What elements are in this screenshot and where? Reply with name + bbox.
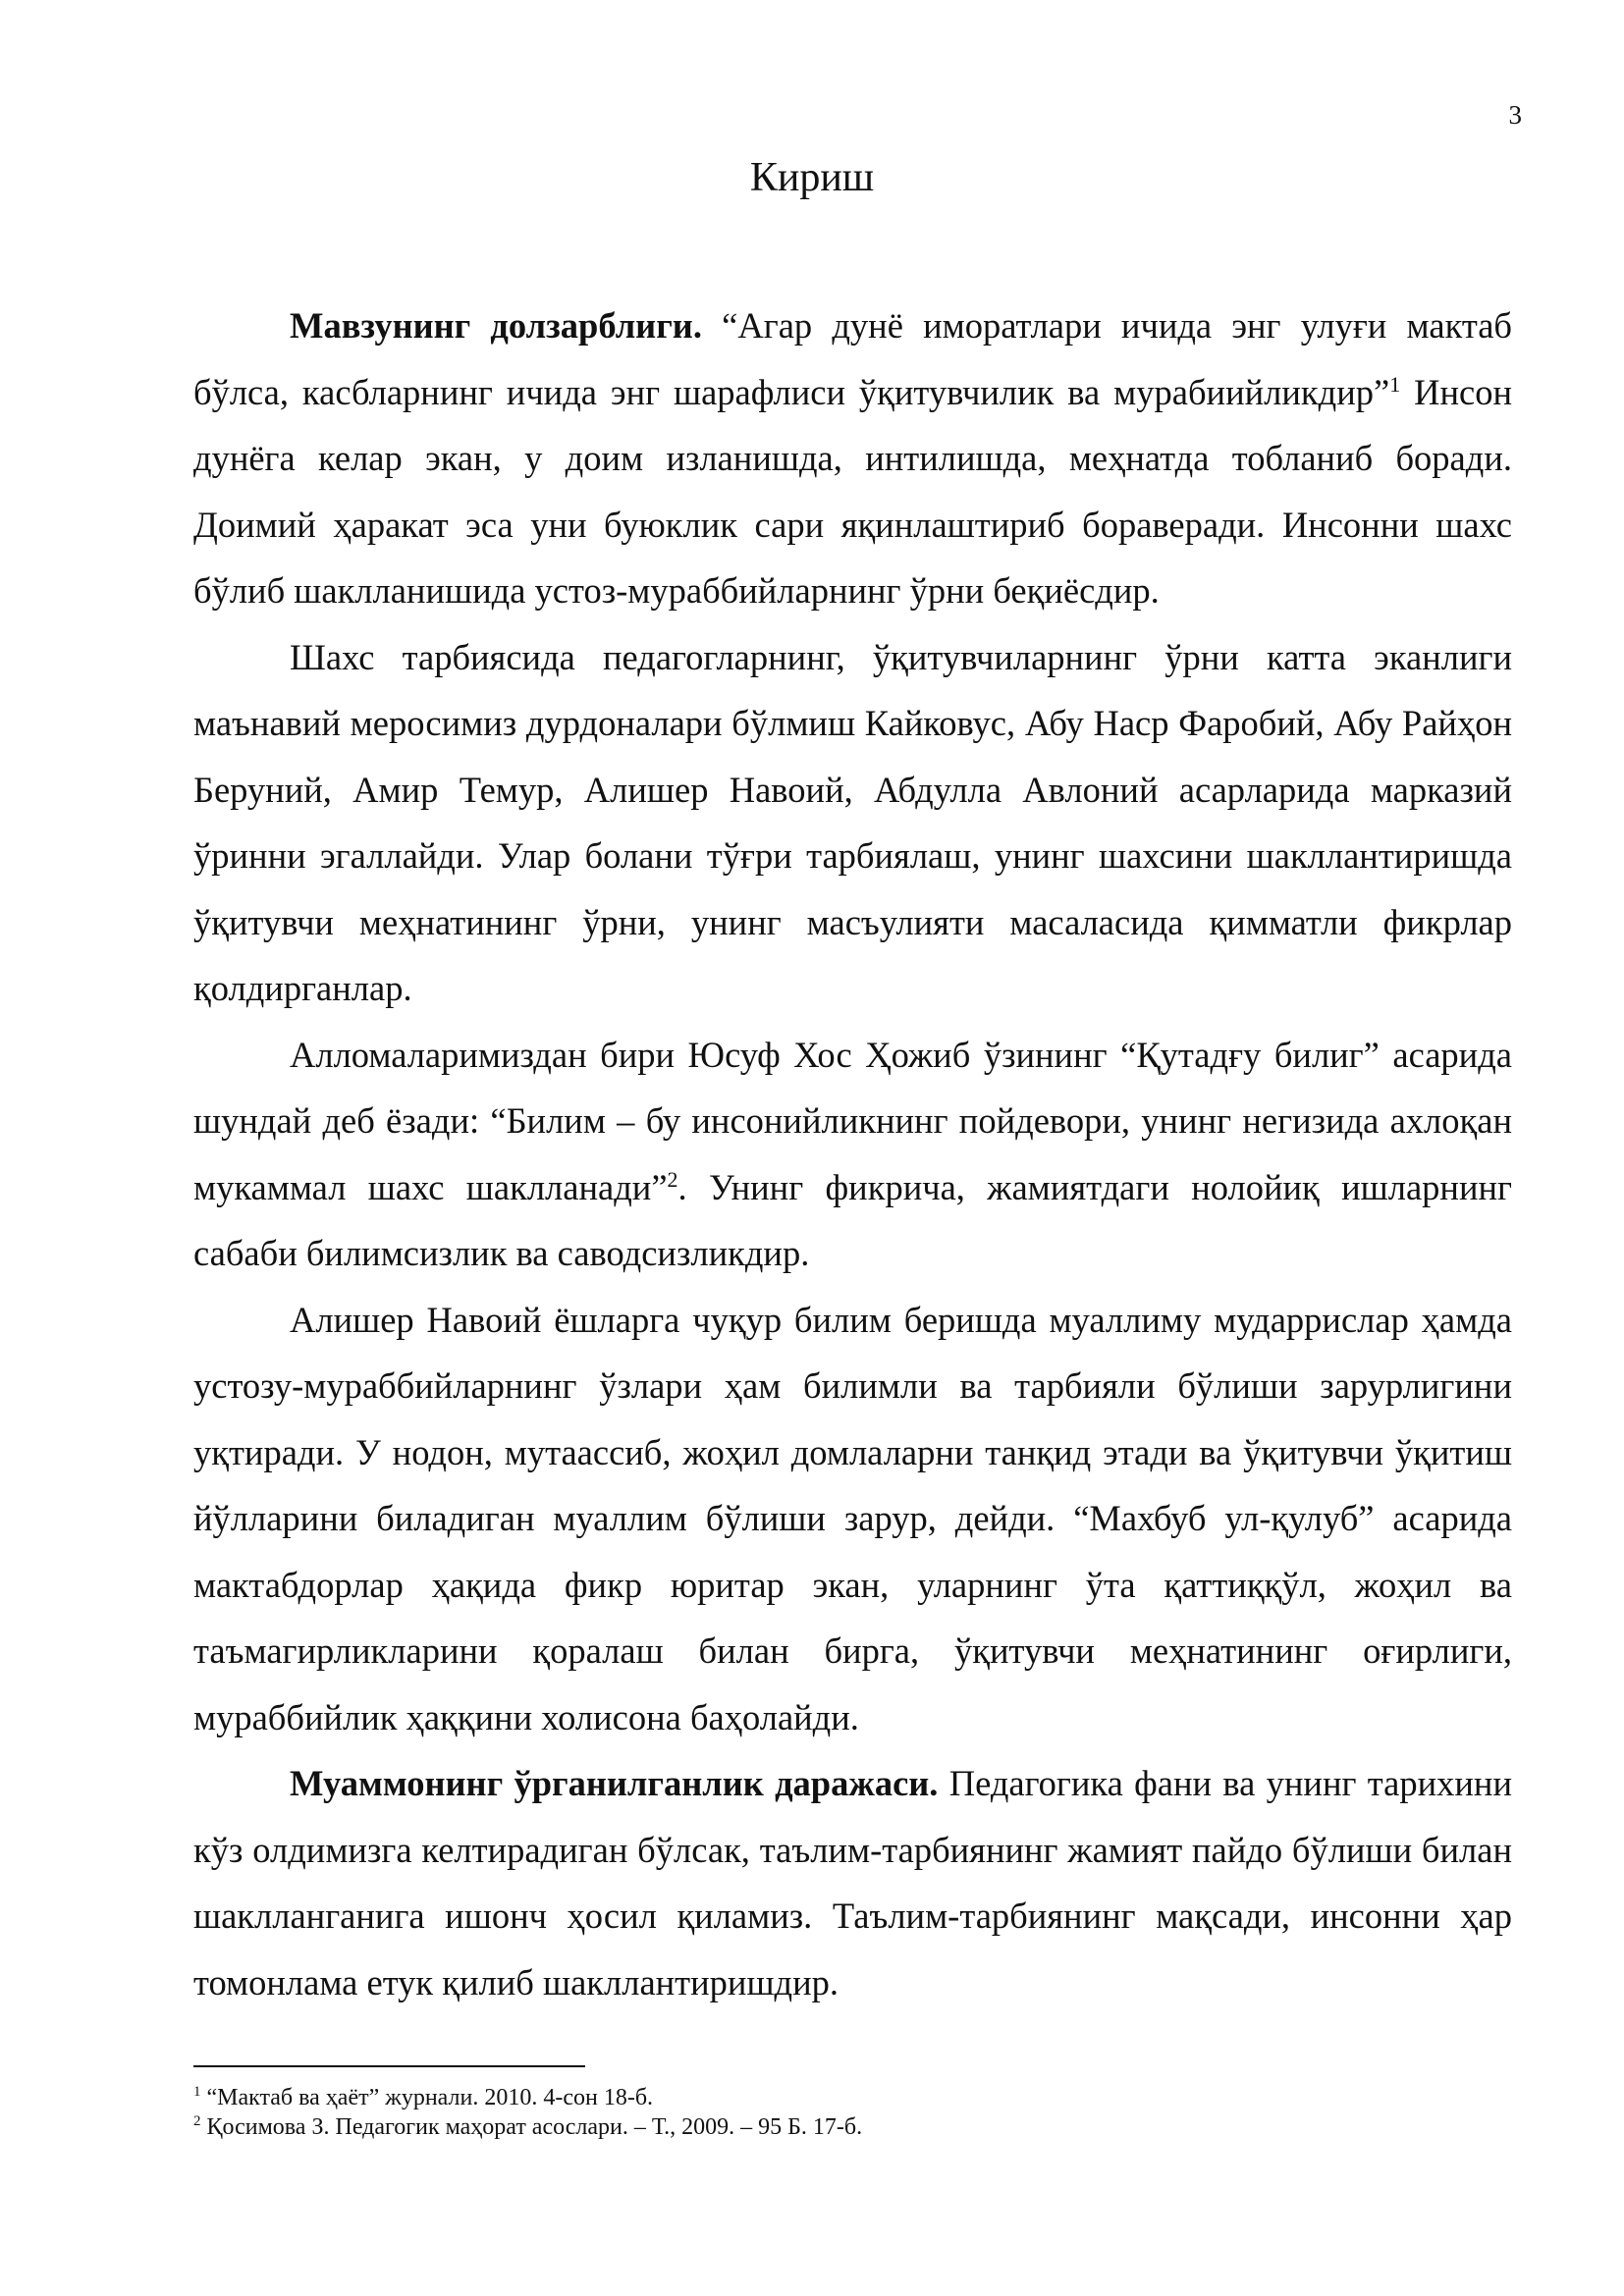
paragraph-text: Алломаларимиздан бири Юсуф Хос Ҳожиб ўзининг “Қутадғу билиг” асарида шундай деб ёзади: “Билим – бу инсонийликнинг пойдевори, унинг негизида ахлоқан мукаммал шахс шаклланади”	[193, 1034, 1512, 1207]
paragraph-text: . Унинг фикрича, жамиятдаги нолойиқ ишларнинг сабаби билимсизлик ва саводсизликдир.	[193, 1166, 1512, 1273]
paragraph-text: Шахс тарбиясида педагогларнинг, ўқитувчиларнинг ўрни катта эканлиги маънавий меросимиз дурдоналари бўлмиш Кайковус, Абу Наср Фаробий, Абу Райҳон Беруний, Амир Темур, Алишер Навоий, Абдулла Авлоний асарларида марказий ўринни эгаллайди. Улар болани тўғри тарбиялаш, унинг шахсини шакллантиришда ўқитувчи меҳнатининг ўрни, унинг масъулияти масаласида қимматли фикрлар қолдирганлар.	[193, 636, 1512, 1008]
footnote-ref: 2	[667, 1166, 678, 1192]
paragraph-lead: Муаммонинг ўрганилганлик даражаси.	[290, 1763, 939, 1803]
paragraph	[193, 1287, 1512, 1751]
page-number: 3	[1508, 100, 1522, 130]
body-text	[193, 293, 1512, 2015]
paragraph	[193, 1022, 1512, 1287]
paragraph-text: Педагогика фани ва унинг тарихини кўз олдимизга келтирадиган бўлсак, таълим-тарбиянинг жамият пайдо бўлиши билан шаклланганига ишонч ҳосил қиламиз. Таълим-тарбиянинг мақсади, инсонни ҳар томонлама етук қилиб шакллантиришдир.	[193, 1763, 1513, 2002]
footnote-text: “Мактаб ва ҳаёт” журнали. 2010. 4-сон 18-б.	[200, 2085, 654, 2110]
footnote-text: Қосимова З. Педагогик маҳорат асослари. – Т., 2009. – 95 Б. 17-б.	[200, 2114, 863, 2140]
footnote	[193, 2112, 1512, 2142]
footnote-divider	[193, 2065, 585, 2067]
paragraph-lead: Мавзунинг долзарблиги.	[290, 305, 702, 346]
page-title: Кириш	[749, 155, 875, 200]
paragraph-text: Алишер Навоий ёшларга чуқур билим беришда муаллиму мударрислар ҳамда устозу-мураббийларнинг ўзлари ҳам билимли ва тарбияли бўлиши зарурлигини уқтиради. У нодон, мутаассиб, жоҳил домлаларни танқид этади ва ўқитувчи ўқитиш йўлларини биладиган муаллим бўлиши зарур, дейди. “Махбуб ул-қулуб” асарида мактабдорлар ҳақида фикр юритар экан, уларнинг ўта қаттиққўл, жоҳил ва таъмагирликларини қоралаш билан бирга, ўқитувчи меҳнатининг оғирлиги, мураббийлик ҳаққини холисона баҳолайди.	[193, 1299, 1512, 1737]
paragraph-research-degree	[193, 1750, 1512, 2015]
paragraph-text: Инсон дунёга келар экан, у доим изланишда, интилишда, меҳнатда тобланиб боради. Доимий ҳаракат эса уни буюклик сари яқинлаштириб бораверади. Инсонни шахс бўлиб шаклланишида устоз-мураббийларнинг ўрни беқиёсдир.	[193, 371, 1512, 611]
footnote-ref: 1	[1389, 371, 1401, 397]
paragraph-text: “Агар дунё иморатлари ичида энг улуғи мактаб бўлса, касбларнинг ичида энг шарафлиси ўқитувчилик ва мурабиийликдир”	[193, 305, 1512, 412]
paragraph-relevance	[193, 293, 1512, 624]
footnotes	[193, 2083, 1512, 2142]
footnote-mark: 1	[193, 2084, 201, 2100]
footnote-mark: 2	[193, 2113, 201, 2129]
paragraph	[193, 624, 1512, 1022]
footnote	[193, 2083, 1512, 2112]
